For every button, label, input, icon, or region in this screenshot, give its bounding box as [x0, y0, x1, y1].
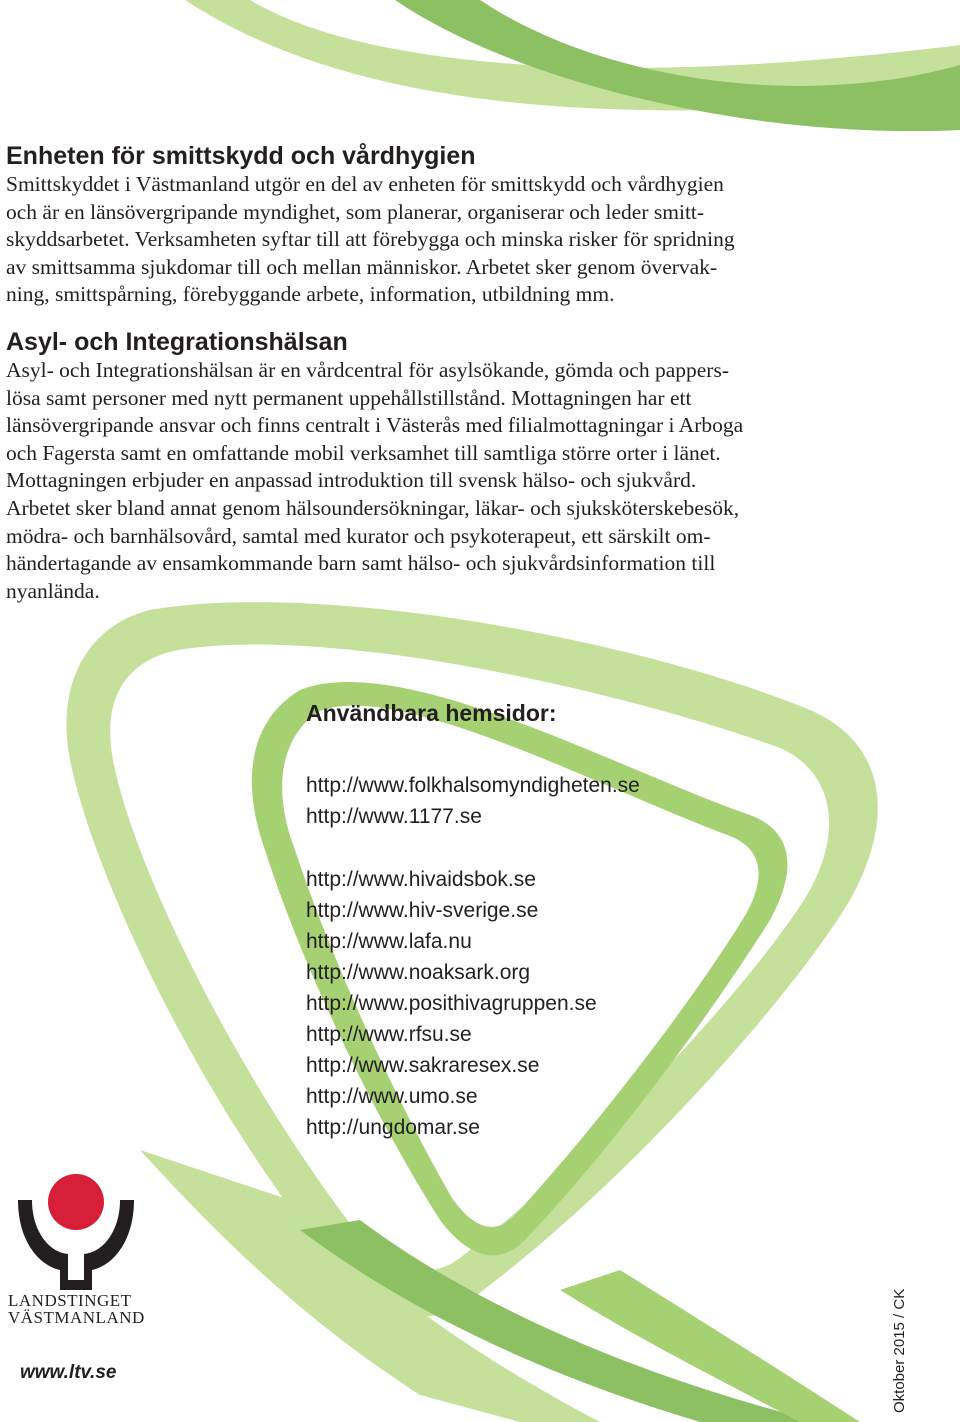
section-asyl-integrationshalsan [6, 327, 856, 605]
paragraph-line: händertagande av ensamkommande barn samt hälso- och sjukvårdsinformation till [6, 551, 716, 576]
link-noaksark[interactable]: http://www.noaksark.org [306, 961, 531, 984]
paragraph-line: ning, smittspårning, förebyggande arbete, information, utbildning mm. [6, 282, 615, 307]
paragraph-line: mödra- och barnhälsovård, samtal med kurator och psykoterapeut, ett särskilt om- [6, 523, 711, 548]
date-credit: Oktober 2015 / CK [891, 1288, 908, 1413]
links-heading: Användbara hemsidor: [306, 700, 557, 726]
link-folkhalsomyndigheten[interactable]: http://www.folkhalsomyndigheten.se [306, 774, 640, 797]
links-group-sexual-health [306, 864, 640, 1143]
links-group-general [306, 770, 640, 832]
logo-line-1: LANDSTINGET [8, 1291, 132, 1310]
link-ungdomar[interactable]: http://ungdomar.se [306, 1116, 480, 1139]
link-sakraresex[interactable]: http://www.sakraresex.se [306, 1054, 540, 1077]
paragraph-line: och är en länsövergripande myndighet, som planerar, organiserar och leder smitt- [6, 199, 705, 224]
link-hivaidsbok[interactable]: http://www.hivaidsbok.se [306, 868, 536, 891]
paragraph-line: Arbetet sker bland annat genom hälsoundersökningar, läkar- och sjuksköterskebesök, [6, 495, 740, 520]
section-title: Enheten för smittskydd och vårdhygien [6, 142, 476, 170]
paragraph-line: nyanlända. [6, 578, 100, 603]
paragraph-line: skyddsarbetet. Verksamheten syftar till att förebygga och minska risker för spridning [6, 227, 735, 252]
paragraph-line: och Fagersta samt en omfattande mobil verksamhet till samtliga större orter i länet. [6, 440, 721, 465]
logo-line-2: VÄSTMANLAND [8, 1308, 145, 1327]
link-lafa[interactable]: http://www.lafa.nu [306, 930, 472, 953]
link-1177[interactable]: http://www.1177.se [306, 805, 482, 828]
paragraph-line: länsövergripande ansvar och finns centralt i Västerås med filialmottagningar i Arboga [6, 413, 744, 438]
paragraph-line: av smittsamma sjukdomar till och mellan människor. Arbetet sker genom övervak- [6, 254, 718, 279]
paragraph-line: Asyl- och Integrationshälsan är en vårdcentral för asylsökande, gömda och pappers- [6, 358, 729, 382]
section-title: Asyl- och Integrationshälsan [6, 328, 348, 356]
website-link[interactable]: www.ltv.se [20, 1362, 117, 1383]
paragraph-line: Smittskyddet i Västmanland utgör en del av enheten för smittskydd och vårdhygien [6, 172, 724, 196]
paragraph-line: Mottagningen erbjuder en anpassad introduktion till svensk hälso- och sjukvård. [6, 468, 697, 493]
logo-red-circle [48, 1174, 104, 1230]
paragraph-line: lösa samt personer med nytt permanent uppehållstillstånd. Mottagningen har ett [6, 385, 692, 410]
section-smittskydd [6, 141, 856, 309]
link-hiv-sverige[interactable]: http://www.hiv-sverige.se [306, 899, 539, 922]
link-rfsu[interactable]: http://www.rfsu.se [306, 1023, 472, 1046]
bottom-swoosh-light [140, 1150, 600, 1422]
link-umo[interactable]: http://www.umo.se [306, 1085, 478, 1108]
link-posithivagruppen[interactable]: http://www.posithivagruppen.se [306, 992, 597, 1015]
useful-websites [306, 698, 640, 1143]
logo-wordmark [8, 1292, 145, 1326]
